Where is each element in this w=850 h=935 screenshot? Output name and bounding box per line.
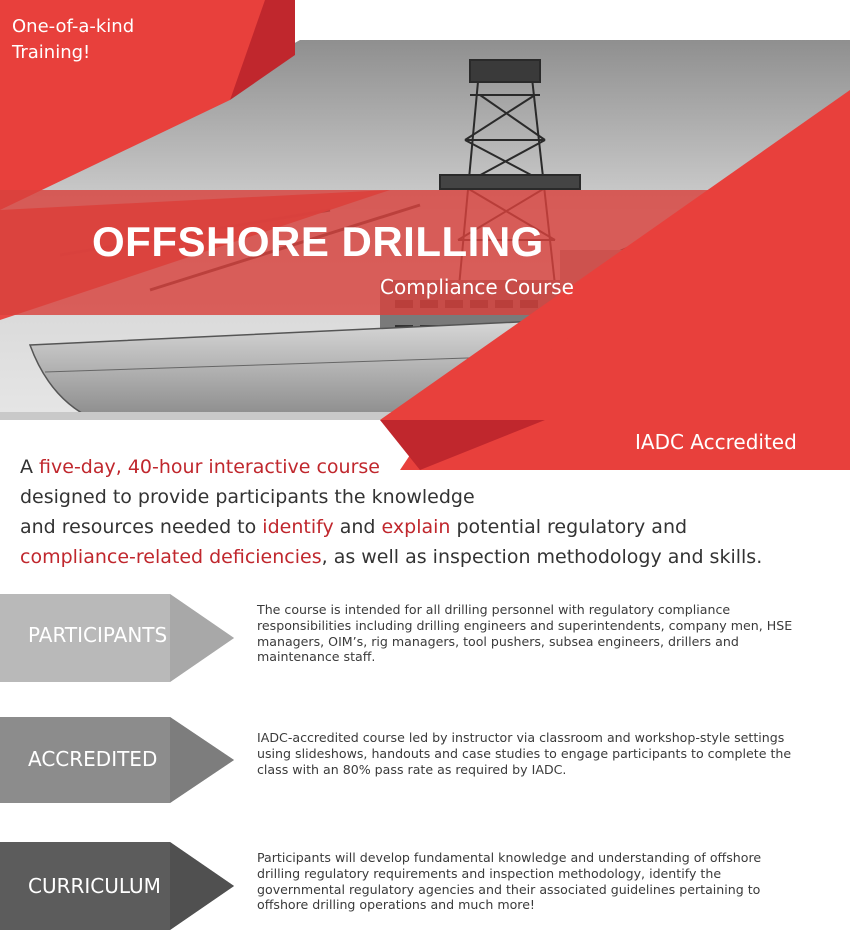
intro-line-1 [20, 452, 840, 482]
page-subtitle: Compliance Course [380, 275, 574, 299]
section-participants [0, 592, 850, 684]
intro-and: and [333, 516, 382, 538]
section-desc-curriculum: Participants will develop fundamental knowledge and understanding of offshore drilling regulatory requirements and inspection methodology, identify the governmental regulatory agencies and their associated guidelines pertaining to offshore drilling operations and much more! [257, 850, 762, 913]
intro-line-2: designed to provide participants the knowledge [20, 486, 475, 508]
section-desc-accredited: IADC-accredited course led by instructor via classroom and workshop-style settings using slideshows, handouts and case studies to engage participants to complete the class with an 80% pass rate as required by IADC. [257, 730, 792, 777]
section-curriculum [0, 840, 850, 932]
highlight-identify: identify [262, 516, 334, 538]
tagline [12, 14, 134, 66]
intro-line-4 [20, 542, 840, 572]
section-desc-participants: The course is intended for all drilling personnel with regulatory compliance responsibilities including drilling engineers and superintendents, company men, HSE managers, OIM’s, rig managers, tool pushers, subsea engineers, drillers and maintenance staff. [257, 602, 793, 665]
tagline-line2: Training! [12, 42, 91, 63]
page-title: OFFSHORE DRILLING [92, 218, 544, 265]
highlight-deficiencies: compliance-related deficiencies [20, 546, 322, 568]
intro-line3-b: potential regulatory and [450, 516, 688, 538]
highlight-explain: explain [381, 516, 451, 538]
intro-line4-rest: , as well as inspection methodology and skills. [321, 546, 763, 568]
section-accredited [0, 715, 850, 805]
accreditation-badge: IADC Accredited [635, 430, 797, 454]
section-label-participants: PARTICIPANTS [28, 623, 168, 647]
section-label-accredited: ACCREDITED [28, 747, 158, 771]
intro-paragraph [20, 452, 840, 572]
intro-line-3 [20, 512, 840, 542]
intro-prefix: A [20, 456, 40, 478]
section-label-curriculum: CURRICULUM [28, 874, 161, 898]
tagline-line1: One-of-a-kind [12, 16, 135, 37]
highlight-duration: five-day, 40-hour interactive course [39, 456, 380, 478]
intro-line3-a: and resources needed to [20, 516, 263, 538]
